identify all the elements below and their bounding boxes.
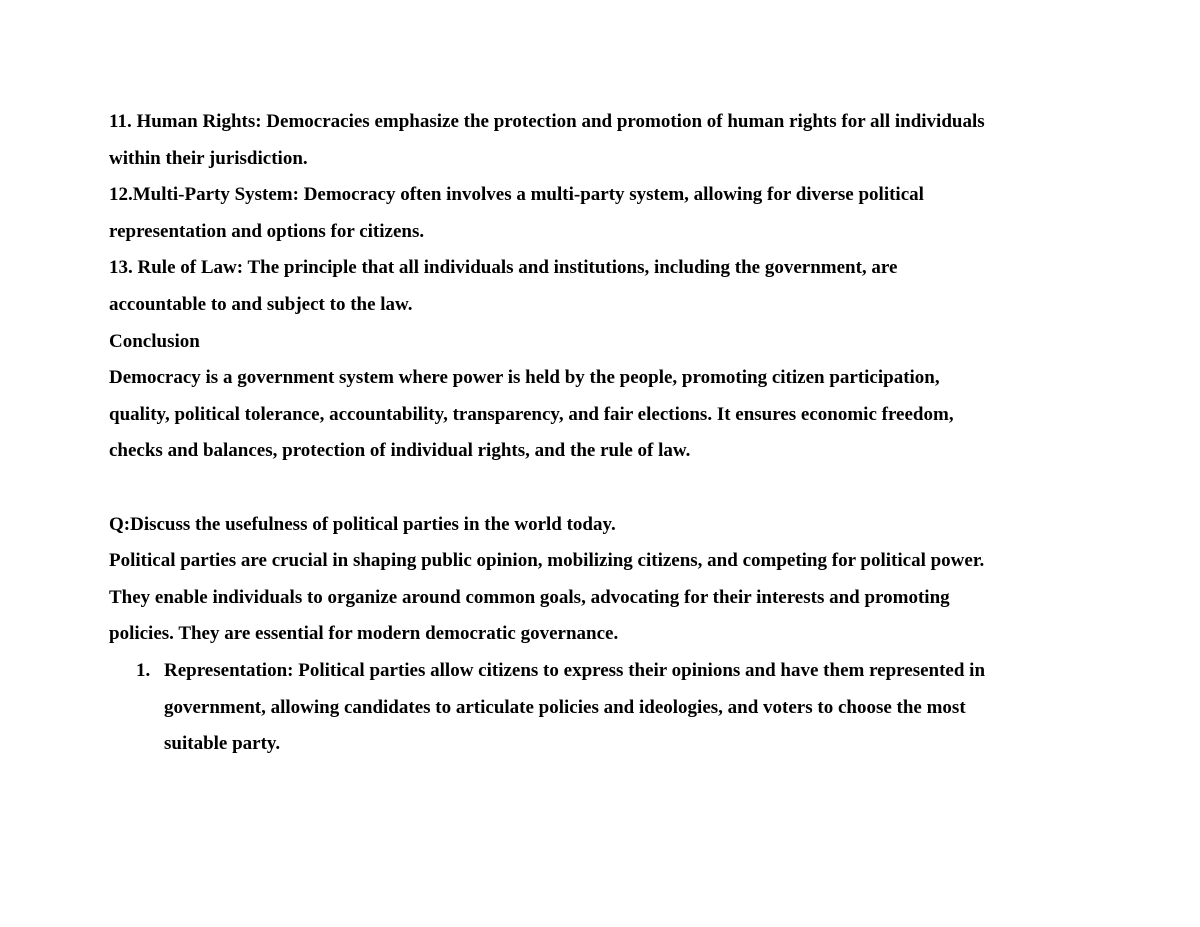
conclusion-heading — [109, 324, 1099, 361]
text-line: Representation: Political parties allow citizens to express their opinions and have them represented in — [164, 659, 986, 681]
list-item — [109, 653, 1099, 763]
paragraph-rule-of-law — [109, 250, 1099, 323]
text-line: They enable individuals to organize around common goals, advocating for their interests and promoting — [109, 586, 950, 608]
text-line: Democracy is a government system where power is held by the people, promoting citizen participation, — [109, 367, 940, 389]
text-line: checks and balances, protection of individual rights, and the rule of law. — [109, 440, 691, 462]
question — [109, 507, 1099, 544]
paragraph-human-rights — [109, 104, 1099, 177]
heading-text: Conclusion — [109, 330, 200, 352]
list-number: 1. — [136, 659, 151, 681]
document-body — [109, 104, 1099, 763]
text-line: 11. Human Rights: Democracies emphasize the protection and promotion of human rights for all individuals — [109, 111, 985, 132]
paragraph-conclusion — [109, 360, 1099, 470]
text-line: representation and options for citizens. — [109, 220, 425, 242]
text-line: Political parties are crucial in shaping public opinion, mobilizing citizens, and competing for political power. — [109, 550, 985, 572]
text-line: within their jurisdiction. — [109, 147, 308, 169]
question-text: Q:Discuss the usefulness of political parties in the world today. — [109, 513, 616, 535]
paragraph-answer — [109, 543, 1099, 653]
paragraph-multi-party-system — [109, 177, 1099, 250]
text-line: accountable to and subject to the law. — [109, 293, 413, 315]
text-line: quality, political tolerance, accountability, transparency, and fair elections. It ensures economic freedom, — [109, 403, 954, 425]
text-line: policies. They are essential for modern democratic governance. — [109, 623, 619, 645]
blank-line — [109, 470, 1099, 507]
text-line: suitable party. — [164, 733, 281, 755]
text-line: 12.Multi-Party System: Democracy often involves a multi-party system, allowing for diverse political — [109, 184, 924, 206]
text-line: government, allowing candidates to articulate policies and ideologies, and voters to choose the most — [164, 696, 966, 718]
text-line: 13. Rule of Law: The principle that all individuals and institutions, including the government, are — [109, 257, 898, 279]
numbered-list — [109, 653, 1099, 763]
